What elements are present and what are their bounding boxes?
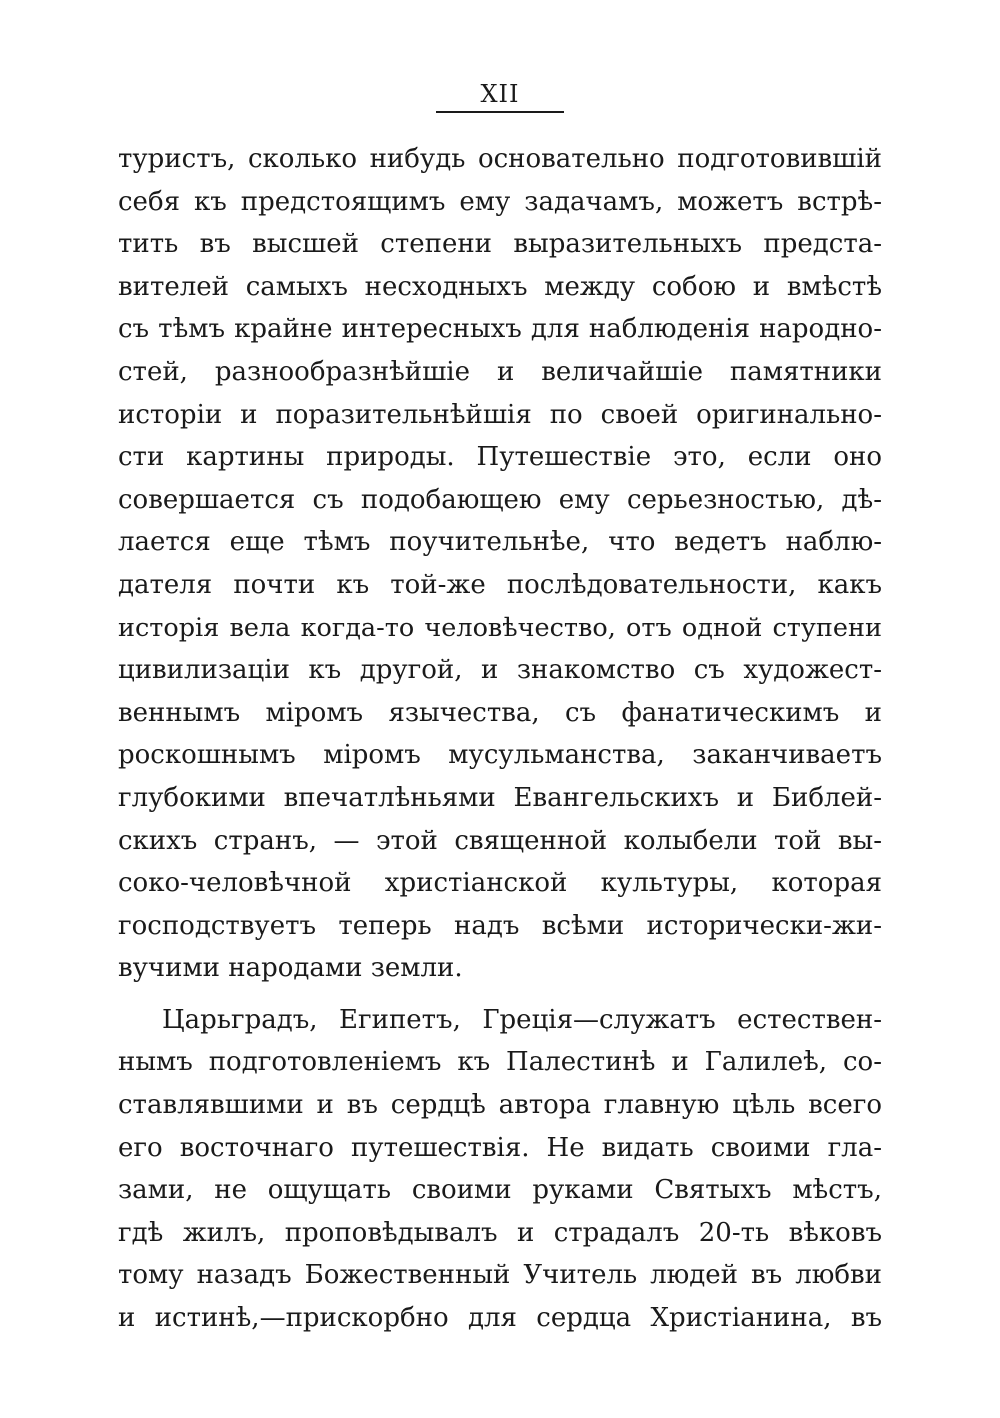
text-line: веннымъ міромъ язычества, съ фанатическимъ и [118,697,882,728]
text-line: вучими народами земли. [118,953,463,984]
text-line: тому назадъ Божественный Учитель людей въ любви [118,1260,882,1291]
text-line: гдѣ жилъ, проповѣдывалъ и страдалъ 20-ть вѣковъ [118,1217,882,1248]
text-line: себя къ предстоящимъ ему задачамъ, можетъ встрѣ- [118,186,882,217]
text-line: стей, разнообразнѣйшіе и величайшіе памятники [118,356,882,387]
text-line: вителей самыхъ несходныхъ между собою и вмѣстѣ [118,271,882,302]
body-text [118,138,882,1340]
text-line: сти картины природы. Путешествіе это, если оно [118,442,882,473]
text-line: исторія вела когда-то человѣчество, отъ одной ступени [118,612,882,643]
text-line: и истинѣ,—прискорбно для сердца Христіанина, въ [118,1303,882,1334]
text-line: съ тѣмъ крайне интересныхъ для наблюденія народно- [118,314,882,345]
text-line: ставлявшими и въ сердцѣ автора главную цѣль всего [118,1090,882,1121]
text-line: соко-человѣчной христіанской культуры, которая [118,868,882,899]
text-line: зами, не ощущать своими руками Святыхъ мѣстъ, [118,1175,882,1206]
text-line: его восточнаго путешествія. Не видать своими гла- [118,1132,882,1163]
text-line: дателя почти къ той-же послѣдовательности, какъ [118,569,882,600]
text-line: роскошнымъ міромъ мусульманства, заканчиваетъ [118,740,882,771]
text-line: совершается съ подобающею ему серьезностью, дѣ- [118,484,882,515]
text-line: Царьградъ, Египетъ, Греція—служатъ естествен- [162,1004,882,1035]
paragraph-gap [118,990,882,999]
text-line: нымъ подготовленіемъ къ Палестинѣ и Галилеѣ, со- [118,1047,882,1078]
text-line: глубокими впечатлѣньями Евангельскихъ и Библей- [118,782,882,813]
text-line: исторіи и поразительнѣйшія по своей оригинально- [118,399,882,430]
paragraph-1 [118,138,882,990]
text-line: тить въ высшей степени выразительныхъ предста- [118,229,882,260]
text-line: лается еще тѣмъ поучительнѣе, что ведетъ наблю- [118,527,882,558]
text-line: господствуетъ теперь надъ всѣми исторически-жи- [118,910,882,941]
header-rule [436,111,564,113]
paragraph-2 [118,999,882,1340]
page-number: XII [480,80,520,108]
text-line: скихъ странъ, — этой священной колыбели той вы- [118,825,882,856]
text-line: цивилизаціи къ другой, и знакомство съ художест- [118,655,882,686]
text-line: туристъ, сколько нибудь основательно подготовившій [118,144,882,174]
